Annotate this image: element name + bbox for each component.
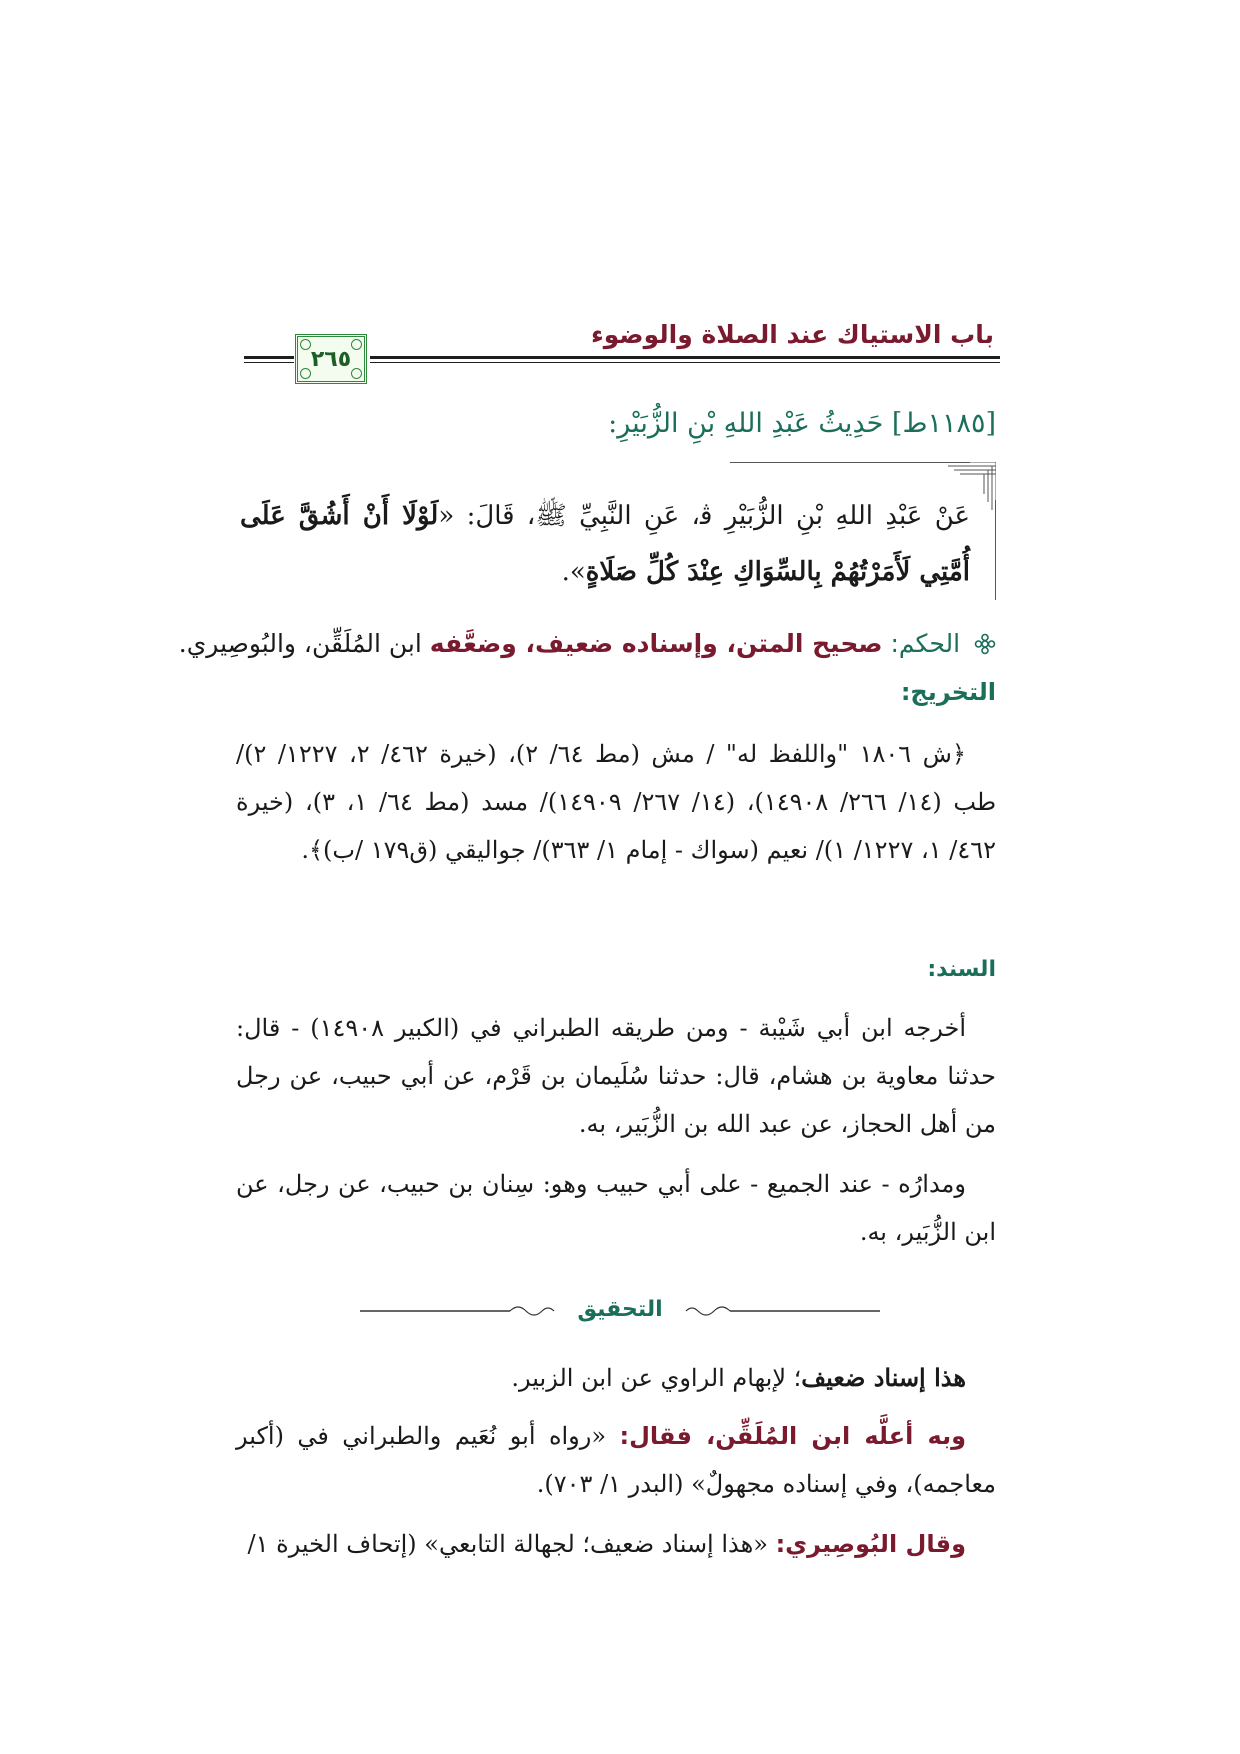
sanad-paragraph-1: أخرجه ابن أبي شَيْبة - ومن طريقه الطبراني في (الكبير ١٤٩٠٨) - قال: حدثنا معاوية بن هشام، قال: حدثنا سُلَيمان بن قَرْم، عن أبي حبيب، عن رجل من أهل الحجاز، عن عبد الله بن الزُّبَير، به.: [236, 1014, 997, 1138]
tahqiq-paragraph-3: [236, 1520, 996, 1568]
verdict-by: ابن المُلَقِّن، والبُوصِيري.: [178, 629, 422, 658]
ornament-icon: [300, 339, 311, 350]
flower-icon: [974, 633, 996, 655]
matn-intro: عَنْ عَبْدِ اللهِ بْنِ الزُّبَيْرِ ﭬ، عَنِ النَّبِيِّ ﷺ، قَالَ: «: [438, 501, 970, 531]
running-title: باب الاستياك عند الصلاة والوضوء: [590, 320, 994, 349]
tahqiq-p2-bold: وبه أعلَّه ابن المُلَقِّن، فقال:: [619, 1422, 967, 1450]
takhrij-heading: التخريج:: [900, 678, 996, 706]
matn-prophetic-text: لَوْلَا أَنْ أَشُقَّ عَلَى أُمَّتِي لَأَمَرْتُهُمْ بِالسِّوَاكِ عِنْدَ كُلِّ صَلَاةٍ: [240, 501, 970, 587]
hadith-title-text: حَدِيثُ عَبْدِ اللهِ بْنِ الزُّبَيْرِ:: [608, 408, 884, 439]
matn-end: ».: [561, 557, 586, 587]
header-rule-left: [244, 356, 294, 359]
page-number: ٢٦٥: [310, 346, 352, 372]
verdict-grade: صحيح المتن، وإسناده ضعيف، وضعَّفه: [429, 629, 883, 658]
tahqiq-p3-bold: وقال البُوصِيري:: [775, 1530, 966, 1558]
tahqiq-heading: [0, 1290, 1240, 1330]
sanad-paragraph-2: ومدارُه - عند الجميع - على أبي حبيب وهو: سِنان بن حبيب، عن رجل، عن ابن الزُّبَير، به.: [236, 1170, 996, 1246]
sanad-heading: السند:: [927, 957, 996, 982]
header-rule-right-thin: [370, 362, 1000, 363]
hadith-title: [608, 404, 996, 444]
verdict-line: [178, 622, 996, 666]
ornament-icon: [351, 368, 362, 379]
hadith-matn: [240, 488, 970, 600]
page-number-badge: [295, 334, 367, 384]
header-rule-left-thin: [244, 362, 294, 363]
matn-frame-top: [730, 462, 970, 463]
tahqiq-paragraph-2: [236, 1412, 996, 1508]
matn-frame-side: [995, 500, 996, 600]
tahqiq-heading-text: التحقيق: [569, 1297, 670, 1322]
ornament-icon: [351, 339, 362, 350]
hadith-number: [١١٨٥ط]: [891, 408, 996, 439]
tahqiq-p3-rest: «هذا إسناد ضعيف؛ لجهالة التابعي» (إتحاف الخيرة ١/: [247, 1530, 776, 1558]
takhrij-text: ﴿ش ١٨٠٦ "واللفظ له" / مش (مط ٦٤/ ٢)، (خيرة ٤٦٢/ ٢، ١٢٢٧/ ٢)/ طب (١٤/ ٢٦٦/ ١٤٩٠٨)، (١٤/ ٢٦٧/ ١٤٩٠٩)/ مسد (مط ٦٤/ ١، ٣)، (خيرة ٤٦٢/ ١، ١٢٢٧/ ١)/ نعيم (سواك - إمام ١/ ٣٦٣)/ جواليقي (ق١٧٩ /ب)﴾.: [236, 740, 997, 864]
ornament-icon: [300, 368, 311, 379]
tahqiq-paragraph-1: [236, 1354, 996, 1402]
header-rule-right: [370, 356, 1000, 359]
tahqiq-p2-rest: «رواه أبو نُعَيم والطبراني في (أكبر معاجمه)، وفي إسناده مجهولٌ» (البدر ١/ ٧٠٣).: [236, 1422, 996, 1498]
verdict-label: الحكم:: [890, 629, 961, 658]
tahqiq-p1-rest: ؛ لإبهام الراوي عن ابن الزبير.: [511, 1364, 802, 1392]
tahqiq-p1-bold: هذا إسناد ضعيف: [801, 1363, 966, 1392]
